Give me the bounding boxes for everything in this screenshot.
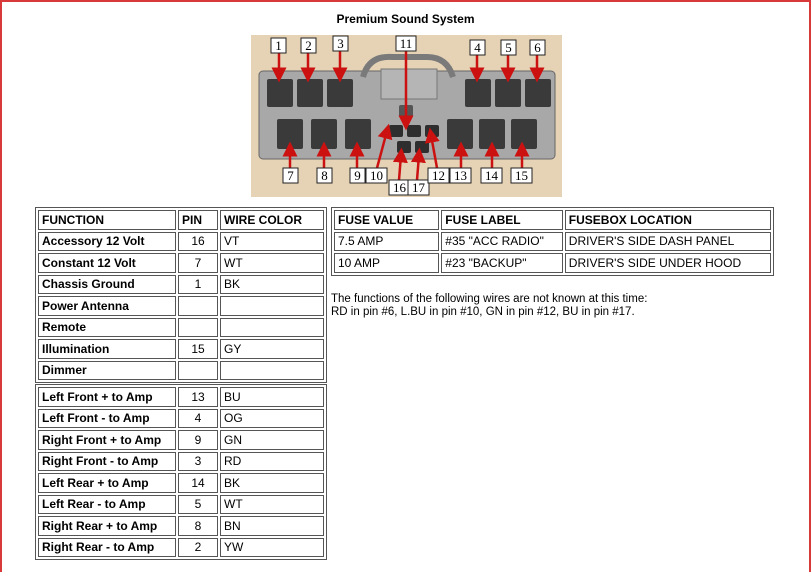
table-row [38,538,324,558]
function-cell: Illumination [38,339,176,359]
pin-label-text: 15 [515,168,528,183]
pin-cell [178,361,218,381]
pin-label-11 [396,36,416,51]
table-row [38,275,324,295]
column-header: FUSEBOX LOCATION [565,210,771,230]
pin-label-text: 5 [505,40,512,55]
table-row [38,361,324,381]
pin-label-7 [283,168,298,183]
table-row [334,232,771,252]
table-row [38,339,324,359]
function-cell: Accessory 12 Volt [38,232,176,252]
pin-label-12 [428,168,449,183]
function-table [35,207,327,383]
function-cell: Right Front - to Amp [38,452,176,472]
function-cell: Right Front + to Amp [38,430,176,450]
pin-label-13 [450,168,471,183]
function-cell: Left Front - to Amp [38,409,176,429]
function-cell: Left Rear - to Amp [38,495,176,515]
function-cell: Dimmer [38,361,176,381]
pin-label-text: 10 [370,168,383,183]
pin-label-text: 4 [474,40,481,55]
pin-label-9 [350,168,365,183]
wire-color-cell: OG [220,409,324,429]
wire-color-cell: BN [220,516,324,536]
pin-cell [178,296,218,316]
pin-label-15 [511,168,532,183]
table-row [38,232,324,252]
pin-label-5 [501,40,516,55]
table-row [38,253,324,273]
table-row [38,296,324,316]
pin-cell: 1 [178,275,218,295]
wire-color-cell: BK [220,275,324,295]
wire-color-cell [220,361,324,381]
pin-label-text: 7 [287,168,294,183]
pin-label-17 [408,180,429,195]
column-header: WIRE COLOR [220,210,324,230]
pin-cell: 5 [178,495,218,515]
pin-cell: 8 [178,516,218,536]
function-cell: Right Rear + to Amp [38,516,176,536]
page-title: Premium Sound System [336,12,475,26]
table-row [38,516,324,536]
pin-label-text: 6 [534,40,541,55]
pin-label-text: 11 [399,36,413,51]
connector-diagram [251,35,562,197]
function-table-header [38,210,324,230]
pin-cell: 15 [178,339,218,359]
wire-color-cell: WT [220,253,324,273]
table-row [38,409,324,429]
pin-label-text: 3 [337,36,344,51]
wire-color-cell: BK [220,473,324,493]
table-row [38,430,324,450]
pin-label-text: 1 [275,38,282,53]
note-line: RD in pin #6, L.BU in pin #10, GN in pin #12, BU in pin #17. [331,306,635,318]
table-row [334,253,771,273]
fuse-value-cell: 7.5 AMP [334,232,439,252]
fuse-label-cell: #35 "ACC RADIO" [441,232,563,252]
function-cell: Power Antenna [38,296,176,316]
fusebox-location-cell: DRIVER'S SIDE UNDER HOOD [565,253,771,273]
pin-cell: 16 [178,232,218,252]
pin-label-text: 9 [354,168,361,183]
pin-cell: 14 [178,473,218,493]
note-line: The functions of the following wires are not known at this time: [331,293,648,305]
pin-label-text: 2 [305,38,312,53]
function-cell: Right Rear - to Amp [38,538,176,558]
pin-label-text: 13 [454,168,467,183]
pin-label-text: 17 [412,180,425,195]
pin-cell: 3 [178,452,218,472]
wire-color-cell [220,296,324,316]
table-row [38,387,324,407]
pin-label-16 [389,180,410,195]
fuse-value-cell: 10 AMP [334,253,439,273]
fusebox-location-cell: DRIVER'S SIDE DASH PANEL [565,232,771,252]
fuse-table [331,207,774,276]
column-header: PIN [178,210,218,230]
wire-color-cell [220,318,324,338]
pin-label-1 [271,38,286,53]
function-cell: Chassis Ground [38,275,176,295]
function-cell: Left Front + to Amp [38,387,176,407]
pin-label-text: 12 [432,168,445,183]
pin-label-2 [301,38,316,53]
function-cell: Left Rear + to Amp [38,473,176,493]
table-row [38,473,324,493]
function-cell: Remote [38,318,176,338]
fuse-label-cell: #23 "BACKUP" [441,253,563,273]
fuse-table-header [334,210,771,230]
table-row [38,318,324,338]
pin-cell: 7 [178,253,218,273]
wire-color-cell: RD [220,452,324,472]
pin-label-6 [530,40,545,55]
unknown-wires-note [331,293,771,319]
pin-label-14 [481,168,502,183]
table-row [38,495,324,515]
pin-cell: 13 [178,387,218,407]
pin-label-3 [333,36,348,51]
table-row [38,452,324,472]
speaker-table [35,384,327,560]
pin-label-text: 16 [393,180,406,195]
pin-cell [178,318,218,338]
pin-cell: 2 [178,538,218,558]
wire-color-cell: YW [220,538,324,558]
pin-label-4 [470,40,485,55]
column-header: FUSE VALUE [334,210,439,230]
pin-label-text: 8 [321,168,328,183]
wire-color-cell: BU [220,387,324,407]
wire-color-cell: WT [220,495,324,515]
pin-cell: 9 [178,430,218,450]
column-header: FUNCTION [38,210,176,230]
column-header: FUSE LABEL [441,210,563,230]
pin-label-text: 14 [485,168,498,183]
wire-color-cell: GN [220,430,324,450]
pin-label-8 [317,168,332,183]
pin-cell: 4 [178,409,218,429]
function-cell: Constant 12 Volt [38,253,176,273]
wire-color-cell: VT [220,232,324,252]
pin-label-10 [366,168,387,183]
wire-color-cell: GY [220,339,324,359]
